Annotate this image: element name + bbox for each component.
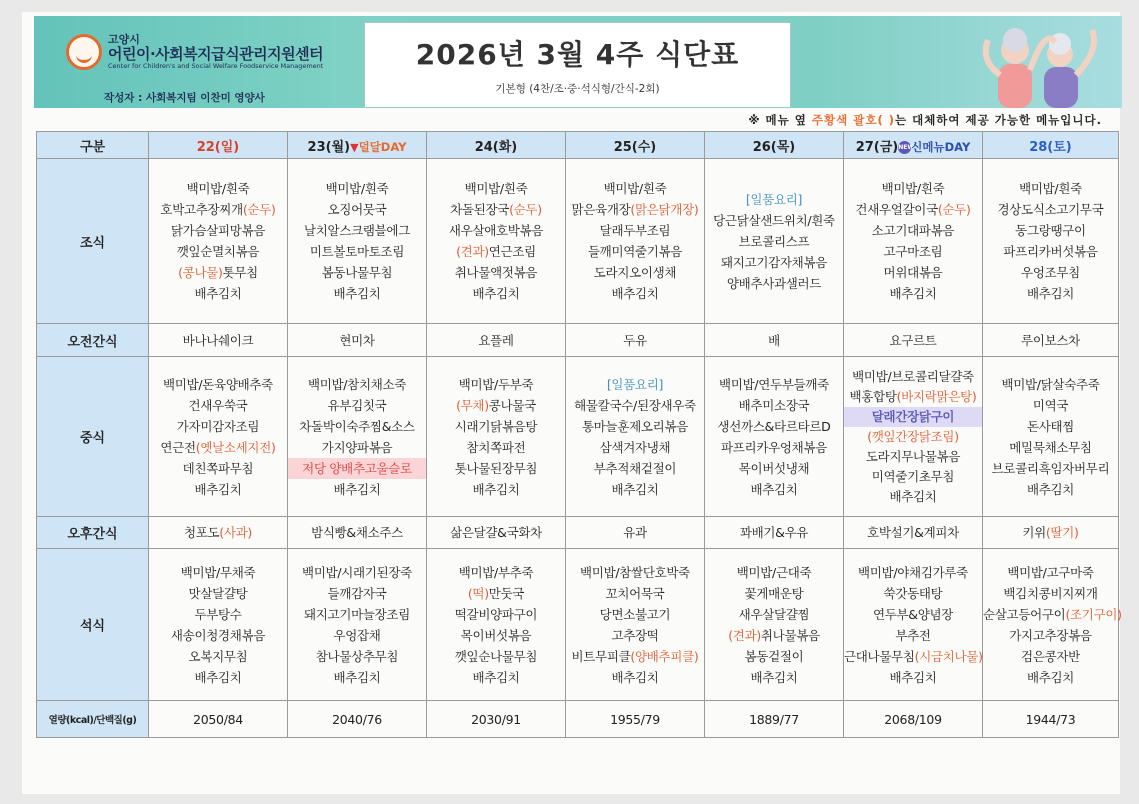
substitute-menu-note: (순두) — [509, 202, 542, 217]
center-logo — [66, 34, 323, 70]
breakfast-cell: 백미밥/흰죽 차돌된장국(순두) 새우살애호박볶음 (견과)연근조림 취나물액젓볶음 배추김치 — [427, 159, 566, 324]
pm-snack-cell: 꽈배기&우유 — [705, 517, 844, 549]
breakfast-cell: 백미밥/흰죽 경상도식소고기무국 동그랑땡구이 파프리카버섯볶음 우엉조무침 배추김치 — [983, 159, 1119, 324]
lunch-cell: 백미밥/참치채소죽 유부김칫국 차돌박이숙주찜&소스 가지양파볶음 저당 양배추고울슬로 배추김치 — [288, 357, 427, 517]
calorie-cell: 2068/109 — [844, 701, 983, 738]
substitute-menu-note: (조기구이) — [1065, 606, 1122, 622]
substitute-menu-note: (콩나물) — [178, 265, 223, 280]
am-snack-cell: 두유 — [566, 324, 705, 357]
calorie-row — [37, 701, 1119, 738]
pm-snack-cell: 삶은달걀&국화차 — [427, 517, 566, 549]
row-label-dinner: 석식 — [37, 549, 149, 701]
header-row — [37, 132, 1119, 159]
page-title: 2026년 3월 4주 식단표 — [415, 38, 740, 71]
substitute-menu-note: (순두) — [937, 202, 971, 217]
pm-snack-cell: 키위(딸기) — [983, 517, 1119, 549]
breakfast-cell: 백미밥/흰죽 건새우얼갈이국(순두) 소고기대파볶음 고구마조림 머위대볶음 배추김치 — [844, 159, 983, 324]
dinner-cell: 백미밥/무채죽 맛살달걀탕 두부탕수 새송이청경채볶음 오복지무침 배추김치 — [149, 549, 288, 701]
dinner-cell: 백미밥/시래기된장죽 들깨감자국 돼지고기마늘장조림 우엉잡채 참나물상추무침 배추김치 — [288, 549, 427, 701]
breakfast-cell: 백미밥/흰죽 오징어뭇국 날치알스크램블에그 미트볼토마토조림 봄동나물무침 배추김치 — [288, 159, 427, 324]
am-snack-row — [37, 324, 1119, 357]
substitute-menu-note: (떡) — [467, 585, 489, 601]
substitute-menu-note: (순두) — [242, 202, 276, 217]
down-arrow-icon: ▼ — [350, 140, 359, 154]
dinner-cell: 백미밥/고구마죽 백김치콩비지찌개 순살고등어구이(조기구이) 가지고추장볶음 검은콩자반 배추김치 — [983, 549, 1119, 701]
pm-snack-cell: 밤식빵&채소주스 — [288, 517, 427, 549]
am-snack-cell: 바나나쉐이크 — [149, 324, 288, 357]
title-box — [364, 22, 791, 108]
substitute-menu-note: (양배추피클) — [630, 648, 699, 664]
row-label-lunch: 중식 — [37, 357, 149, 517]
lunch-cell: 백미밥/돈육양배추죽 건새우쑥국 가자미감자조림 연근전(옛날소세지전) 데친쪽파무침 배추김치 — [149, 357, 288, 517]
header-banner — [34, 16, 1122, 108]
new-menu-item: 달래간장닭구이 — [844, 407, 982, 427]
lunch-cell: [일품요리] 해물칼국수/된장새우죽 통마늘훈제오리볶음 삼색겨자냉채 부추적채겉절이 배추김치 — [566, 357, 705, 517]
corner-label: 구분 — [37, 132, 149, 159]
notice-line — [748, 112, 1102, 128]
dinner-row — [37, 549, 1119, 701]
notice-prefix: ※ 메뉴 옆 — [748, 113, 807, 127]
substitute-menu-note: (무채) — [456, 397, 489, 413]
am-snack-cell: 요구르트 — [844, 324, 983, 357]
day-header-tue: 24(화) — [427, 132, 566, 159]
day-header-mon: 23(월)▼덜달DAY — [288, 132, 427, 159]
day-tag-sugar-down: 덜달DAY — [358, 139, 407, 154]
lunch-cell: 백미밥/연두부들깨죽 배추미소장국 생선까스&타르타르D 파프리카우엉채볶음 목이버섯냉채 배추김치 — [705, 357, 844, 517]
new-badge-icon: NEW — [898, 141, 911, 154]
substitute-menu-note: (시금치나물) — [914, 648, 983, 664]
dinner-cell: 백미밥/부추죽 (떡)만둣국 떡갈비양파구이 목이버섯볶음 깻잎순나물무침 배추김치 — [427, 549, 566, 701]
am-snack-cell: 요플레 — [427, 324, 566, 357]
day-header-thu: 26(목) — [705, 132, 844, 159]
lunch-cell: 백미밥/브로콜리달걀죽 백홍합탕(바지락맑은탕) 달래간장닭구이 (깻잎간장닭조림) 도라지무나물볶음 미역줄기초무침 배추김치 — [844, 357, 983, 517]
notice-highlight: 주황색 괄호( ) — [811, 113, 895, 127]
row-label-calorie: 열량(kcal)/단백질(g) — [37, 701, 149, 738]
calorie-cell: 2030/91 — [427, 701, 566, 738]
day-tag-new-menu: 신메뉴DAY — [911, 139, 971, 154]
elderly-couple-illustration-icon — [960, 20, 1110, 108]
row-label-breakfast: 조식 — [37, 159, 149, 324]
day-header-fri: 27(금)NEW신메뉴DAY — [844, 132, 983, 159]
city-name: 고양시 — [108, 33, 140, 47]
pm-snack-row — [37, 517, 1119, 549]
calorie-cell: 1955/79 — [566, 701, 705, 738]
lunch-cell: 백미밥/닭살숙주죽 미역국 돈사태찜 메밀묵채소무침 브로콜리흑임자버무리 배추김치 — [983, 357, 1119, 517]
author-line: 작성자 : 사회복지팀 이찬미 영양사 — [104, 92, 265, 104]
calorie-cell: 1889/77 — [705, 701, 844, 738]
weekly-menu-table — [36, 131, 1122, 738]
dinner-cell: 백미밥/야채김가루죽 쑥갓동태탕 연두부&양념장 부추전 근대나물무침(시금치나물) 배추김치 — [844, 549, 983, 701]
smile-logo-icon — [66, 34, 102, 70]
substitute-menu-note: (사과) — [219, 525, 253, 540]
center-english-name: Center for Children's and Social Welfare Foodservice Management — [108, 61, 324, 70]
calorie-cell: 2040/76 — [288, 701, 427, 738]
center-name: 어린이·사회복지급식관리지원센터 — [108, 45, 324, 64]
breakfast-cell: 백미밥/흰죽 맑은육개장(맑은닭개장) 달래두부조림 들깨미역줄기볶음 도라지오이생채 배추김치 — [566, 159, 705, 324]
substitute-menu-note: (견과) — [728, 627, 761, 643]
lunch-row — [37, 357, 1119, 517]
lunch-cell: 백미밥/두부죽 (무채)콩나물국 시래기닭볶음탕 참치쪽파전 톳나물된장무침 배추김치 — [427, 357, 566, 517]
pm-snack-cell: 청포도(사과) — [149, 517, 288, 549]
notice-suffix: 는 대체하여 제공 가능한 메뉴입니다. — [894, 113, 1102, 127]
row-label-pm-snack: 오후간식 — [37, 517, 149, 549]
dinner-cell: 백미밥/근대죽 꽃게매운탕 새우살달걀찜 (견과)취나물볶음 봄동겉절이 배추김치 — [705, 549, 844, 701]
breakfast-cell: 백미밥/흰죽 호박고추장찌개(순두) 닭가슴살피망볶음 깻잎순멸치볶음 (콩나물)톳무침 배추김치 — [149, 159, 288, 324]
breakfast-cell: [일품요리] 당근닭살샌드위치/흰죽 브로콜리스프 돼지고기감자채볶음 양배추사과샐러드 — [705, 159, 844, 324]
pm-snack-cell: 유과 — [566, 517, 705, 549]
substitute-menu-note: (견과) — [456, 244, 489, 259]
pm-snack-cell: 호박설기&계피차 — [844, 517, 983, 549]
calorie-cell: 2050/84 — [149, 701, 288, 738]
day-header-sun: 22(일) — [149, 132, 288, 159]
substitute-menu-note: (맑은닭개장) — [630, 202, 699, 217]
am-snack-cell: 현미차 — [288, 324, 427, 357]
substitute-menu-note: (딸기) — [1045, 525, 1079, 540]
calorie-cell: 1944/73 — [983, 701, 1119, 738]
am-snack-cell: 루이보스차 — [983, 324, 1119, 357]
sugar-down-menu: 저당 양배추고울슬로 — [288, 458, 426, 479]
dinner-cell: 백미밥/참쌀단호박죽 꼬치어묵국 당면소불고기 고추장떡 비트무피클(양배추피클) 배추김치 — [566, 549, 705, 701]
am-snack-cell: 배 — [705, 324, 844, 357]
substitute-menu-note: (옛날소세지전) — [195, 439, 276, 455]
breakfast-row — [37, 159, 1119, 324]
day-header-sat: 28(토) — [983, 132, 1119, 159]
page-subtitle: 기본형 (4찬/조·중·석식형/간식-2회) — [495, 83, 660, 95]
menu-sheet — [22, 12, 1120, 794]
row-label-am-snack: 오전간식 — [37, 324, 149, 357]
day-header-wed: 25(수) — [566, 132, 705, 159]
substitute-menu-note: (바지락맑은탕) — [896, 388, 977, 404]
